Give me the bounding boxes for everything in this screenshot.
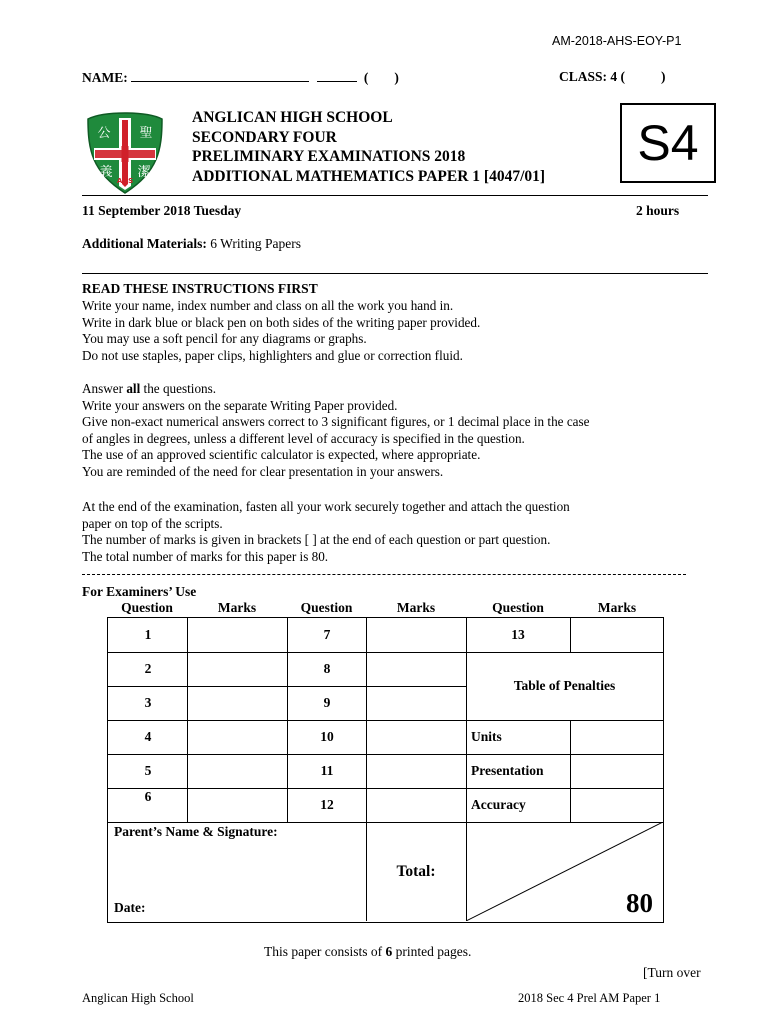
total-marks: 80 [626, 888, 653, 918]
penalty-presentation: Presentation [471, 763, 544, 778]
instruction-line: At the end of the examination, fasten all your work securely together and attach the question [82, 499, 570, 514]
exam-duration: 2 hours [636, 203, 680, 218]
header-question-1: Question [121, 600, 173, 615]
pages-pre: This paper consists of [264, 944, 386, 959]
additional-materials [82, 236, 301, 252]
header-marks-3: Marks [597, 600, 637, 615]
school-name: ANGLICAN HIGH SCHOOL [192, 109, 393, 126]
crest-initials: AHS [116, 177, 134, 185]
instruction-line: Do not use staples, paper clips, highlighters and glue or correction fluid. [82, 347, 463, 363]
penalties-title: Table of Penalties [513, 678, 616, 693]
school-level: SECONDARY FOUR [192, 128, 337, 146]
class-line [559, 69, 666, 85]
divider-top [82, 195, 708, 196]
penalty-accuracy: Accuracy [471, 797, 526, 812]
grid-line [570, 720, 571, 822]
question-number: 9 [323, 695, 331, 710]
question-number: 12 [320, 797, 334, 812]
date-label: Date: [114, 900, 146, 915]
question-number: 5 [144, 763, 152, 778]
crest-char-1: 公 [97, 126, 111, 141]
grid-line [466, 788, 663, 789]
index-open-paren: ( [363, 70, 369, 85]
crest-char-2: 聖 [139, 126, 153, 141]
question-number: 11 [320, 763, 334, 778]
question-number: 7 [323, 627, 331, 642]
name-field[interactable] [131, 69, 309, 82]
name-line [82, 69, 399, 86]
pages-post: printed pages. [392, 944, 472, 959]
instruction-line: You may use a soft pencil for any diagrams or graphs. [82, 331, 367, 347]
divider-instructions [82, 273, 708, 274]
footer-paper: 2018 Sec 4 Prel AM Paper 1 [518, 991, 661, 1005]
crest-char-3: 義 [99, 165, 113, 180]
level-box: S4 [620, 103, 716, 183]
question-number: 1 [144, 627, 152, 642]
index-close-paren: ) [394, 70, 399, 85]
instruction-line: The use of an approved scientific calculator is expected, where appropriate. [82, 447, 481, 463]
class-close-paren: ) [661, 69, 666, 84]
examiners-table [107, 617, 664, 923]
header-question-2: Question [300, 600, 353, 615]
answer-bold: all [126, 381, 141, 396]
header-marks-1: Marks [217, 600, 257, 615]
school-crest-logo [82, 110, 168, 196]
grid-line [108, 652, 466, 653]
materials-label: Additional Materials: [82, 236, 207, 251]
instruction-line: of angles in degrees, unless a different level of accuracy is specified in the question. [82, 430, 525, 446]
instruction-line: Write in dark blue or black pen on both sides of the writing paper provided. [82, 314, 481, 330]
page-count-note [264, 944, 471, 960]
instruction-answer-all [82, 381, 722, 398]
pages-number: 6 [385, 944, 393, 959]
header-question-3: Question [492, 600, 544, 615]
question-number: 10 [320, 729, 334, 744]
grid-line [570, 618, 571, 652]
instructions-block-3 [82, 499, 722, 565]
instruction-line: Write your name, index number and class on all the work you hand in. [82, 298, 454, 313]
class-label: CLASS: 4 ( [559, 69, 626, 84]
school-title-block [192, 108, 545, 186]
penalty-units: Units [471, 729, 502, 744]
dashed-divider [82, 574, 686, 575]
name-label: NAME [82, 70, 124, 85]
question-number: 13 [511, 627, 525, 642]
exam-title: PRELIMINARY EXAMINATIONS 2018 [192, 148, 466, 165]
examiners-use-title: For Examiners’ Use [82, 584, 197, 599]
paper-code: AM-2018-AHS-EOY-P1 [552, 34, 682, 48]
grid-line [466, 754, 663, 755]
turn-over: [Turn over [643, 965, 701, 980]
answer-post: the questions. [140, 381, 217, 396]
crest-char-4: 潔 [137, 165, 151, 180]
materials-value: 6 Writing Papers [206, 236, 301, 251]
paper-title: ADDITIONAL MATHEMATICS PAPER 1 [4047/01] [192, 167, 546, 185]
instructions-title: READ THESE INSTRUCTIONS FIRST [82, 281, 318, 296]
grid-line [108, 754, 466, 755]
instructions-block-1 [82, 298, 722, 364]
instruction-line: The total number of marks for this paper is 80. [82, 548, 329, 564]
total-label: Total: [396, 863, 436, 880]
index-field[interactable] [317, 69, 357, 82]
instruction-line: Give non-exact numerical answers correct to 3 significant figures, or 1 decimal place in the case [82, 414, 590, 430]
footer-school: Anglican High School [82, 991, 194, 1005]
question-number: 8 [323, 661, 331, 676]
name-colon: : [123, 70, 128, 85]
answer-pre: Answer [82, 381, 127, 396]
instructions-block-2 [82, 381, 722, 481]
instruction-line: You are reminded of the need for clear presentation in your answers. [82, 463, 444, 479]
exam-date: 11 September 2018 Tuesday [82, 203, 242, 218]
instruction-line: The number of marks is given in brackets [ ] at the end of each question or part question. [82, 532, 551, 548]
grid-line [108, 686, 466, 687]
question-number: 3 [144, 695, 152, 710]
grid-line [108, 720, 466, 721]
grid-line [466, 720, 663, 721]
question-number: 4 [144, 729, 152, 744]
header-marks-2: Marks [396, 600, 436, 615]
parent-signature-label: Parent’s Name & Signature: [114, 824, 278, 839]
grid-line [466, 652, 663, 653]
question-number: 6 [144, 789, 152, 804]
instruction-line: paper on top of the scripts. [82, 515, 223, 531]
question-number: 2 [144, 661, 152, 676]
instruction-line: Write your answers on the separate Writing Paper provided. [82, 397, 398, 413]
